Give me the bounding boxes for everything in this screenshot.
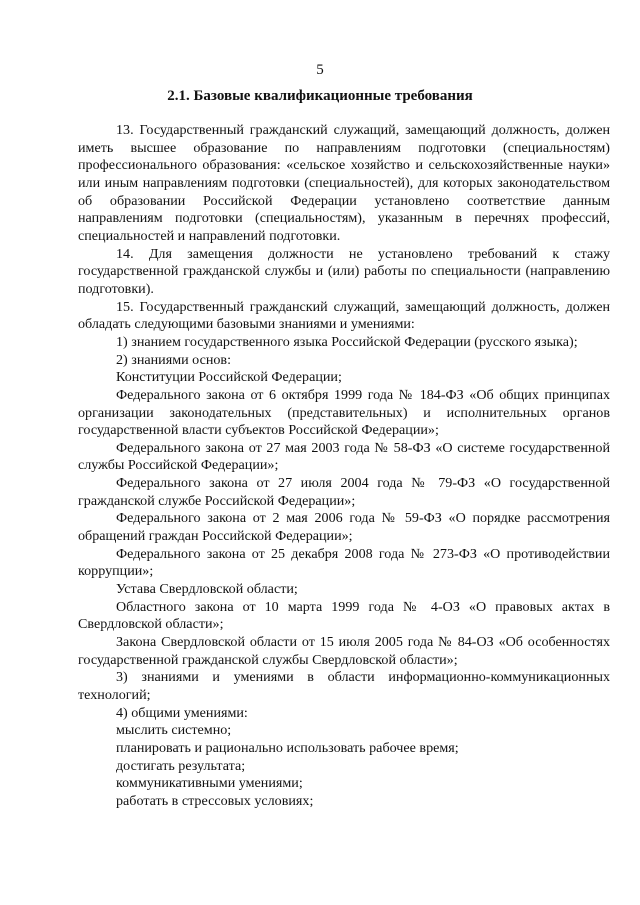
section-heading: 2.1. Базовые квалификационные требования: [167, 88, 473, 104]
list-item-general-skills: 4) общими умениями:: [116, 704, 248, 721]
skill-achieve-results: достигать результата;: [116, 757, 246, 774]
skill-communication: коммуникативными умениями;: [116, 775, 303, 792]
paragraph-14: 14. Для замещения должности не установлено требований к стажу государственной гражданской службы и (или) работы по специальности (направлению подготовки).: [78, 245, 610, 297]
skill-time-planning: планировать и рационально использовать рабочее время;: [116, 739, 459, 756]
law-184-fz: Федерального закона от 6 октября 1999 года № 184-ФЗ «Об общих принципах организации законодательных (представительных) и исполнительных органов государственной власти субъектов Российской Федерации»;: [78, 386, 610, 439]
document-body: [78, 122, 610, 811]
list-item-language: 1) знанием государственного языка Российской Федерации (русского языка);: [116, 333, 578, 350]
paragraph-15: 15. Государственный гражданский служащий, замещающий должность, должен обладать следующими базовыми знаниями и умениями:: [78, 298, 610, 333]
law-79-fz: Федерального закона от 27 июля 2004 года № 79-ФЗ «О государственной гражданской службе Российской Федерации»;: [78, 475, 610, 509]
skill-stress-work: работать в стрессовых условиях;: [116, 792, 314, 809]
law-charter-sverdlovsk: Устава Свердловской области;: [116, 581, 298, 598]
list-item-knowledge-basics: 2) знаниями основ:: [116, 351, 231, 368]
list-item-ict: 3) знаниями и умениями в области информационно-коммуникационных технологий;: [78, 669, 610, 703]
law-4-oz: Областного закона от 10 марта 1999 года № 4-ОЗ «О правовых актах в Свердловской области»;: [78, 598, 610, 633]
law-59-fz: Федерального закона от 2 мая 2006 года № 59-ФЗ «О порядке рассмотрения обращений граждан Российской Федерации»;: [78, 510, 610, 545]
page-number: 5: [316, 62, 324, 78]
law-273-fz: Федерального закона от 25 декабря 2008 года № 273-ФЗ «О противодействии коррупции»;: [78, 545, 610, 580]
paragraph-13: 13. Государственный гражданский служащий, замещающий должность, должен иметь высшее образование по направлениям подготовки (специальностям) профессионального образования: «сельское хозяйство и сельскохозяйственные науки» или иным направлениям подготовки (специальностей), для которых законодательством об образовании Российской Федерации установлено соответствие данным направлениям подготовки (специальностям), указанным в перечнях профессий, специальностей и направлений подготовки.: [78, 122, 610, 244]
law-58-fz: Федерального закона от 27 мая 2003 года № 58-ФЗ «О системе государственной службы Российской Федерации»;: [78, 439, 610, 474]
law-84-oz: Закона Свердловской области от 15 июля 2005 года № 84-ОЗ «Об особенностях государственной гражданской службы Свердловской области»;: [78, 634, 610, 668]
law-constitution: Конституции Российской Федерации;: [116, 369, 342, 386]
skill-systems-thinking: мыслить системно;: [116, 722, 232, 739]
